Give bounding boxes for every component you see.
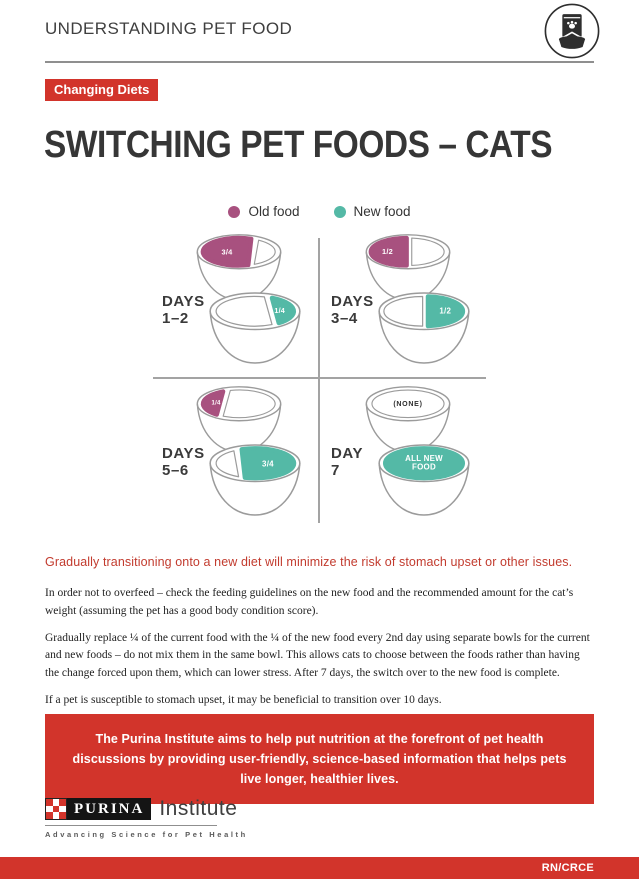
body-copy (45, 585, 593, 719)
footer-bar (0, 857, 639, 879)
day-label-line: DAYS (331, 293, 374, 310)
purina-institute-logo (45, 797, 248, 839)
legend-label: New food (353, 204, 411, 219)
bowl-portion-label: 3/4 (262, 459, 274, 469)
purina-checkerboard-icon (45, 798, 67, 820)
day-label-line: 3–4 (331, 309, 358, 327)
header-divider (45, 61, 594, 63)
day-label-line: DAYS (162, 445, 205, 462)
new-food-swatch (334, 206, 346, 218)
purina-institute-callout: The Purina Institute aims to help put nutrition at the forefront of pet health discussions by providing user-friendly, science-based information that helps pets live longer, healthier lives. (45, 714, 594, 804)
footer-code: RN/CRCE (541, 862, 594, 874)
paragraph: Gradually replace ¼ of the current food with the ¼ of the new food every 2nd day using separate bowls for the current and new foods – do not mix them in the same bowl. This allows cats to choose between the foods rather than having the change forced upon them, which can lower stress. After 7 days, the switch over to the new food is complete. (45, 631, 590, 680)
day-label-line: DAY (331, 445, 364, 462)
bowl-day-7-bottom (367, 442, 481, 526)
diagram-vertical-divider (318, 238, 320, 523)
lead-sentence: Gradually transitioning onto a new diet will minimize the risk of stomach upset or other issues. (45, 555, 573, 569)
bowl-days-5-6-bottom (198, 442, 312, 526)
day-label-line: 5–6 (162, 461, 189, 479)
institute-wordmark: Institute (159, 797, 238, 820)
logo-tagline: Advancing Science for Pet Health (45, 825, 217, 839)
bowl-portion-label: 1/2 (439, 306, 452, 316)
legend-item-old-food (228, 204, 299, 219)
paragraph: In order not to overfeed – check the feeding guidelines on the new food and the recommended amount for the cat’s weight (assuming the pet has a good body condition score). (45, 587, 574, 617)
header-title: UNDERSTANDING PET FOOD (45, 19, 293, 38)
day-label-line: 7 (331, 461, 340, 479)
bowl-days-1-2-bottom (198, 290, 312, 374)
pet-food-bag-bowl-icon (543, 2, 601, 60)
legend-label: Old food (248, 204, 300, 219)
paragraph: If a pet is susceptible to stomach upset, it may be beneficial to transition over 10 days. (45, 694, 442, 707)
page-title: SWITCHING PET FOODS – CATS (44, 124, 553, 166)
diagram-horizontal-divider (153, 377, 486, 379)
bowl-portion-label: (NONE) (393, 400, 423, 408)
legend (0, 204, 639, 219)
old-food-swatch (228, 206, 240, 218)
bowl-portion-label: 1/2 (382, 246, 393, 256)
purina-wordmark: PURINA (67, 798, 151, 820)
transition-diagram (150, 230, 490, 530)
bowl-portion-label: 3/4 (221, 247, 233, 257)
day-label-line: DAYS (162, 293, 205, 310)
bowl-days-3-4-bottom (367, 290, 481, 374)
topic-badge: Changing Diets (45, 79, 158, 101)
bowl-portion-label: 1/4 (211, 400, 221, 407)
legend-item-new-food (334, 204, 411, 219)
day-label-line: 1–2 (162, 309, 189, 327)
bowl-portion-label: 1/4 (274, 305, 286, 315)
bowl-portion-label: ALL NEW FOOD (405, 453, 443, 472)
